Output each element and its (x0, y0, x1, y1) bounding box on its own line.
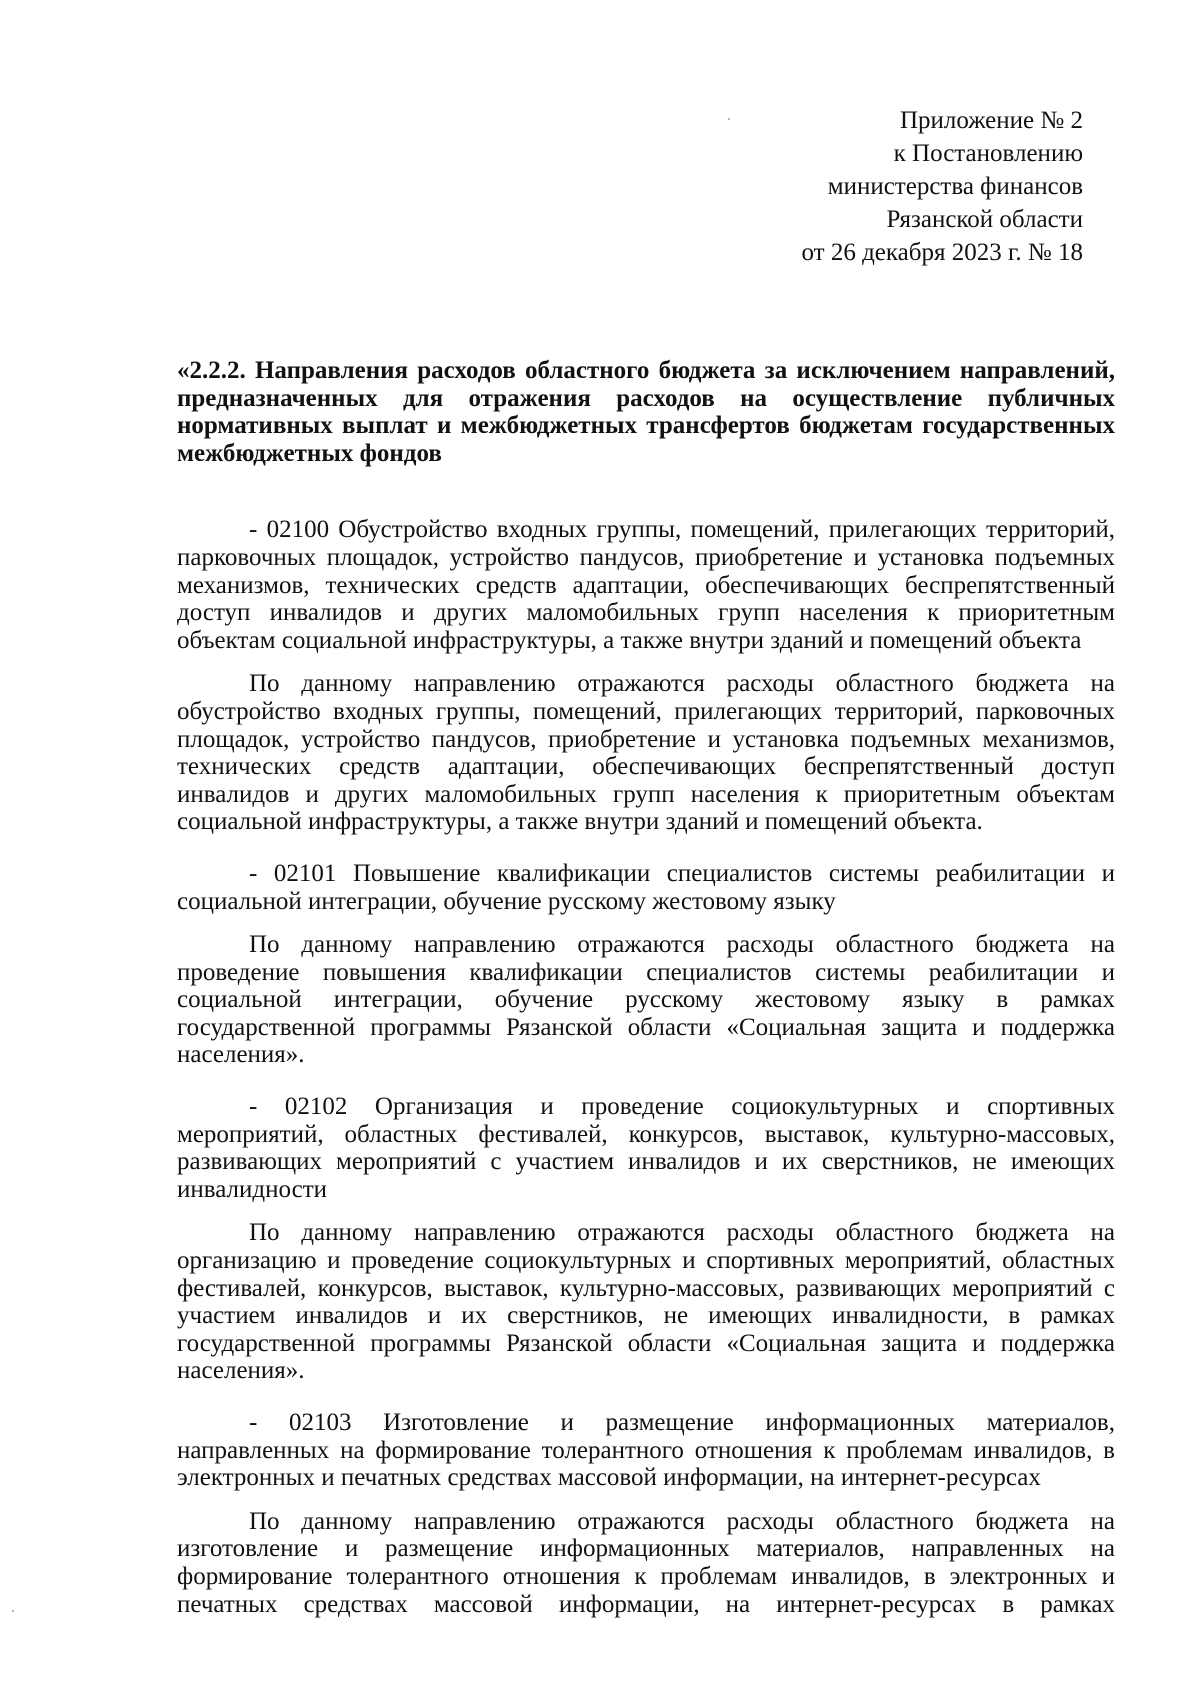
expense-direction-02100 (177, 516, 1115, 836)
appendix-line: министерства финансов (827, 173, 1083, 200)
appendix-line: от 26 декабря 2023 г. № 18 (801, 239, 1083, 266)
direction-title: - 02103 Изготовление и размещение информационных материалов, направленных на формирование толерантного отношения к проблемам инвалидов, в электронных и печатных средствах массовой информации, на интернет-ресурсах (177, 1409, 1115, 1492)
direction-description: По данному направлению отражаются расходы областного бюджета на проведение повышения квалификации специалистов системы реабилитации и социальной интеграции, обучение русскому жестовому языку в рамках государственной программы Рязанской области «Социальная защита и поддержка населения». (177, 931, 1115, 1069)
scan-speck (728, 118, 730, 120)
scan-speck (12, 1610, 14, 1612)
appendix-line: к Постановлению (893, 140, 1083, 167)
expense-direction-02103 (177, 1409, 1115, 1618)
direction-title: - 02100 Обустройство входных группы, помещений, прилегающих территорий, парковочных площадок, устройство пандусов, приобретение и установка подъемных механизмов, технических средств адаптации, обеспечивающих беспрепятственный доступ инвалидов и других маломобильных групп населения к приоритетным объектам социальной инфраструктуры, а также внутри зданий и помещений объекта (177, 516, 1115, 654)
document-body (177, 357, 1115, 1618)
expense-direction-02101 (177, 860, 1115, 1069)
direction-description: По данному направлению отражаются расходы областного бюджета на организацию и проведение социокультурных и спортивных мероприятий, областных фестивалей, конкурсов, выставок, культурно-массовых, развивающих мероприятий с участием инвалидов и их сверстников, не имеющих инвалидности, в рамках государственной программы Рязанской области «Социальная защита и поддержка населения». (177, 1219, 1115, 1385)
direction-title: - 02101 Повышение квалификации специалистов системы реабилитации и социальной интеграции, обучение русскому жестовому языку (177, 859, 1115, 915)
direction-description: По данному направлению отражаются расходы областного бюджета на обустройство входных группы, помещений, прилегающих территорий, парковочных площадок, устройство пандусов, приобретение и установка подъемных механизмов, технических средств адаптации, обеспечивающих беспрепятственный доступ инвалидов и других маломобильных групп населения к приоритетным объектам социальной инфраструктуры, а также внутри зданий и помещений объекта. (177, 670, 1115, 836)
direction-title: - 02102 Организация и проведение социокультурных и спортивных мероприятий, областных фестивалей, конкурсов, выставок, культурно-массовых, развивающих мероприятий с участием инвалидов и их сверстников, не имеющих инвалидности (177, 1093, 1115, 1203)
appendix-block (801, 104, 1083, 269)
appendix-line: Приложение № 2 (899, 107, 1083, 134)
direction-description: По данному направлению отражаются расходы областного бюджета на изготовление и размещение информационных материалов, направленных на формирование толерантного отношения к проблемам инвалидов, в электронных и печатных средствах массовой информации, на интернет-ресурсах в рамках (177, 1507, 1115, 1618)
section-heading: «2.2.2. Направления расходов областного бюджета за исключением направлений, предназначенных для отражения расходов на осуществление публичных нормативных выплат и межбюджетных трансфертов бюджетам государственных межбюджетных фондов (177, 357, 1115, 467)
expense-direction-02102 (177, 1093, 1115, 1385)
appendix-line: Рязанской области (886, 206, 1083, 233)
